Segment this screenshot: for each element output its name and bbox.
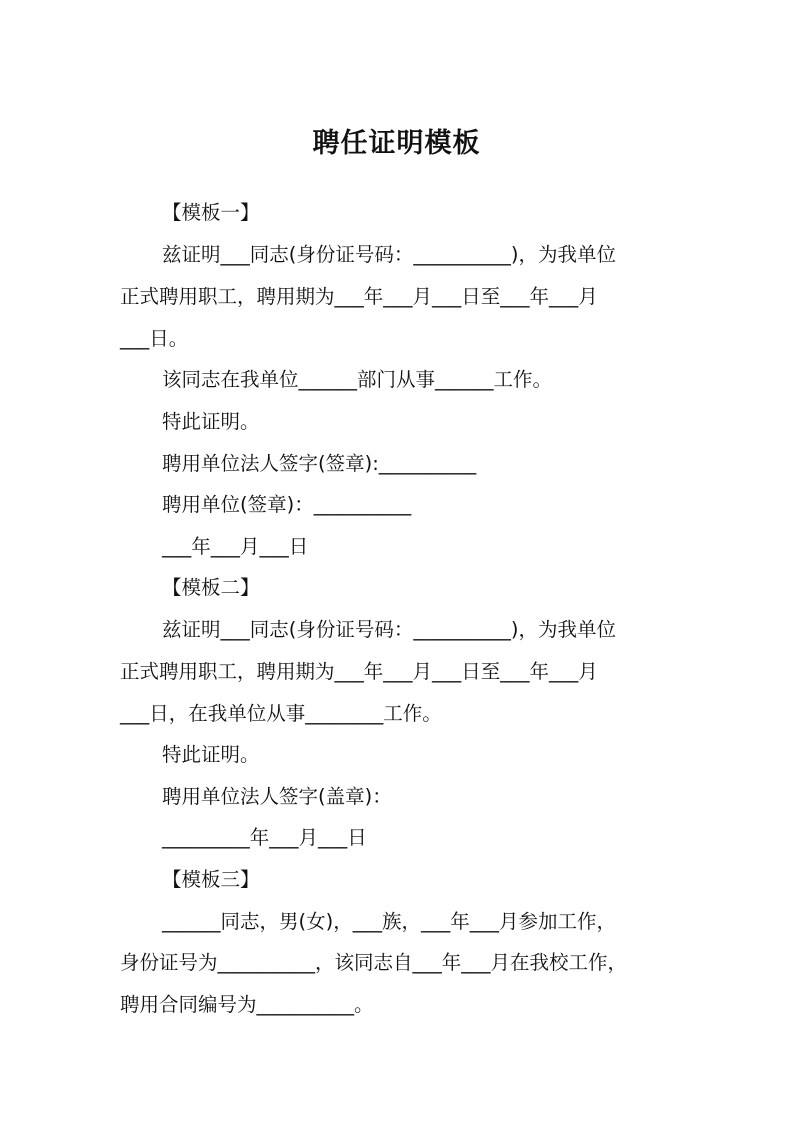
template-1-line-1: 兹证明___同志(身份证号码：__________)，为我单位	[162, 243, 616, 266]
template-2-date: _________年___月___日	[162, 826, 367, 849]
template-3-line-2: 身份证号为__________，该同志自___年___月在我校工作，	[120, 951, 628, 974]
template-2-line-3: ___日，在我单位从事________工作。	[120, 702, 442, 725]
template-1-line-5: 特此证明。	[162, 410, 260, 433]
template-1-line-7: 聘用单位(签章)：__________	[162, 493, 412, 516]
template-1-line-4: 该同志在我单位______部门从事______工作。	[162, 368, 553, 391]
template-2-heading: 【模板二】	[162, 576, 260, 599]
template-1-date: ___年___月___日	[162, 535, 309, 558]
template-3-line-1: ______同志，男(女)，___族，___年___月参加工作，	[162, 910, 616, 933]
template-1-line-2: 正式聘用职工，聘用期为___年___月___日至___年___月	[120, 285, 598, 308]
template-1-line-3: ___日。	[120, 327, 189, 350]
document-title: 聘任证明模板	[312, 128, 481, 159]
template-1-line-6: 聘用单位法人签字(签章):__________	[162, 452, 477, 475]
template-2-line-5: 聘用单位法人签字(盖章)：	[162, 785, 392, 808]
template-3-line-3: 聘用合同编号为__________。	[120, 993, 374, 1016]
template-1-heading: 【模板一】	[162, 201, 260, 224]
template-2-line-4: 特此证明。	[162, 743, 260, 766]
template-3-heading: 【模板三】	[162, 868, 260, 891]
template-2-line-2: 正式聘用职工，聘用期为___年___月___日至___年___月	[120, 660, 598, 683]
template-2-line-1: 兹证明___同志(身份证号码：__________)，为我单位	[162, 618, 616, 641]
